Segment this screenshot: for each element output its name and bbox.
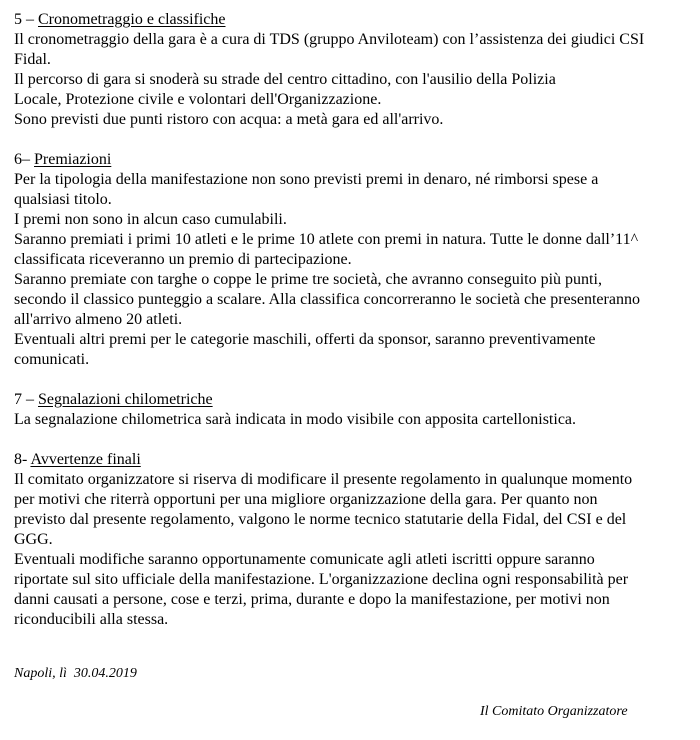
signature: Il Comitato Organizzatore: [480, 704, 628, 719]
document-page: [14, 10, 696, 650]
body-line: per motivi che riterrà opportuni per una migliore organizzazione della gara. Per quanto non: [14, 491, 598, 508]
body-line: Locale, Protezione civile e volontari dell'Organizzazione.: [14, 91, 382, 108]
section-3: [14, 390, 696, 430]
section-title: Cronometraggio e classifiche: [38, 11, 226, 28]
body-line: secondo il classico punteggio a scalare. Alla classifica concorreranno le società che presenteranno: [14, 291, 640, 308]
section-number: 8-: [14, 451, 31, 468]
body-line: Il comitato organizzatore si riserva di modificare il presente regolamento in qualunque momento: [14, 471, 633, 488]
body-line: Il cronometraggio della gara è a cura di TDS (gruppo Anviloteam) con l’assistenza dei giudici CSI: [14, 31, 645, 48]
body-line: comunicati.: [14, 351, 90, 368]
body-line: Per la tipologia della manifestazione non sono previsti premi in denaro, né rimborsi spese a: [14, 171, 599, 188]
sections-container: [14, 10, 696, 630]
section-number: 7 –: [14, 391, 38, 408]
body-line: GGG.: [14, 531, 53, 548]
section-number: 5 –: [14, 11, 38, 28]
section-1: [14, 10, 696, 130]
body-line: riconducibili alla stessa.: [14, 611, 169, 628]
section-heading: [14, 450, 696, 470]
body-line: all'arrivo almeno 20 atleti.: [14, 311, 183, 328]
section-title: Segnalazioni chilometriche: [38, 391, 213, 408]
section-number: 6–: [14, 151, 34, 168]
body-line: qualsiasi titolo.: [14, 191, 112, 208]
section-4: [14, 450, 696, 630]
body-line: Saranno premiati i primi 10 atleti e le prime 10 atlete con premi in natura. Tutte le donne dall’11^: [14, 231, 639, 248]
body-line: previsto dal presente regolamento, valgono le norme tecnico statutarie della Fidal, del CSI e del: [14, 511, 627, 528]
body-line: riportate sul sito ufficiale della manifestazione. L'organizzazione declina ogni responsabilità per: [14, 571, 629, 588]
body-line: Eventuali altri premi per le categorie maschili, offerti da sponsor, saranno preventivamente: [14, 331, 596, 348]
section-title: Avvertenze finali: [30, 451, 141, 468]
body-line: La segnalazione chilometrica sarà indicata in modo visibile con apposita cartellonistica.: [14, 411, 577, 428]
body-line: Sono previsti due punti ristoro con acqua: a metà gara ed all'arrivo.: [14, 111, 444, 128]
body-line: Fidal.: [14, 51, 51, 68]
body-line: danni causati a persone, cose e terzi, prima, durante e dopo la manifestazione, per motivi non: [14, 591, 610, 608]
place-date: Napoli, lì 30.04.2019: [14, 666, 137, 681]
section-2: [14, 150, 696, 370]
body-line: Saranno premiate con targhe o coppe le prime tre società, che avranno conseguito più punti,: [14, 271, 602, 288]
section-heading: [14, 390, 696, 410]
section-title: Premiazioni: [34, 151, 112, 168]
body-line: I premi non sono in alcun caso cumulabili.: [14, 211, 287, 228]
body-line: classificata riceveranno un premio di partecipazione.: [14, 251, 352, 268]
section-heading: [14, 150, 696, 170]
section-heading: [14, 10, 696, 30]
body-line: Il percorso di gara si snoderà su strade del centro cittadino, con l'ausilio della Polizia: [14, 71, 556, 88]
body-line: Eventuali modifiche saranno opportunamente comunicate agli atleti iscritti oppure saranno: [14, 551, 595, 568]
